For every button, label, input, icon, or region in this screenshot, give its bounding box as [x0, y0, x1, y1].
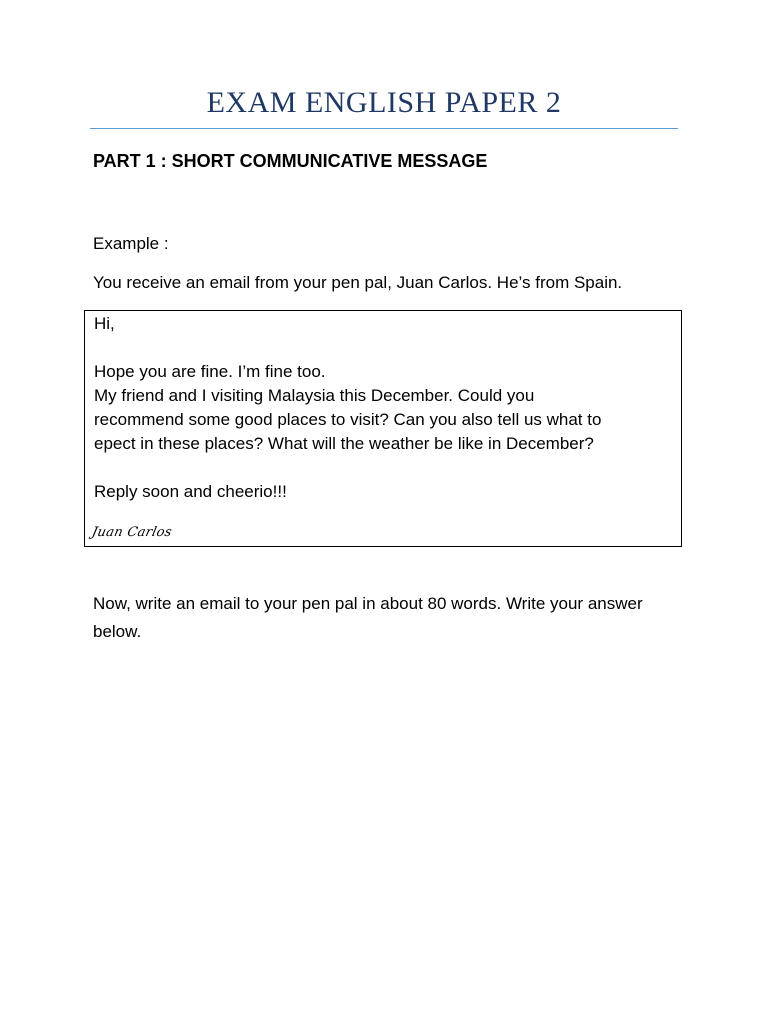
email-closing: Reply soon and cheerio!!! — [94, 482, 287, 501]
email-line-3: recommend some good places to visit? Can you also tell us what to — [94, 410, 602, 429]
title-divider — [90, 128, 678, 129]
instruction-text: You receive an email from your pen pal, Juan Carlos. He’s from Spain. — [93, 273, 623, 292]
part-heading: PART 1 : SHORT COMMUNICATIVE MESSAGE — [93, 151, 488, 171]
email-line-4: epect in these places? What will the weather be like in December? — [94, 434, 594, 453]
example-label: Example : — [93, 234, 169, 253]
email-box — [84, 310, 682, 547]
email-line-1: Hope you are fine. I’m fine too. — [94, 362, 326, 381]
task-text: Now, write an email to your pen pal in about 80 words. Write your answer below. — [93, 594, 643, 641]
email-greeting: Hi, — [94, 314, 115, 333]
email-line-2: My friend and I visiting Malaysia this December. Could you — [94, 386, 535, 405]
document-title: EXAM ENGLISH PAPER 2 — [206, 86, 562, 119]
email-signature: Juan Carlos — [90, 525, 174, 540]
